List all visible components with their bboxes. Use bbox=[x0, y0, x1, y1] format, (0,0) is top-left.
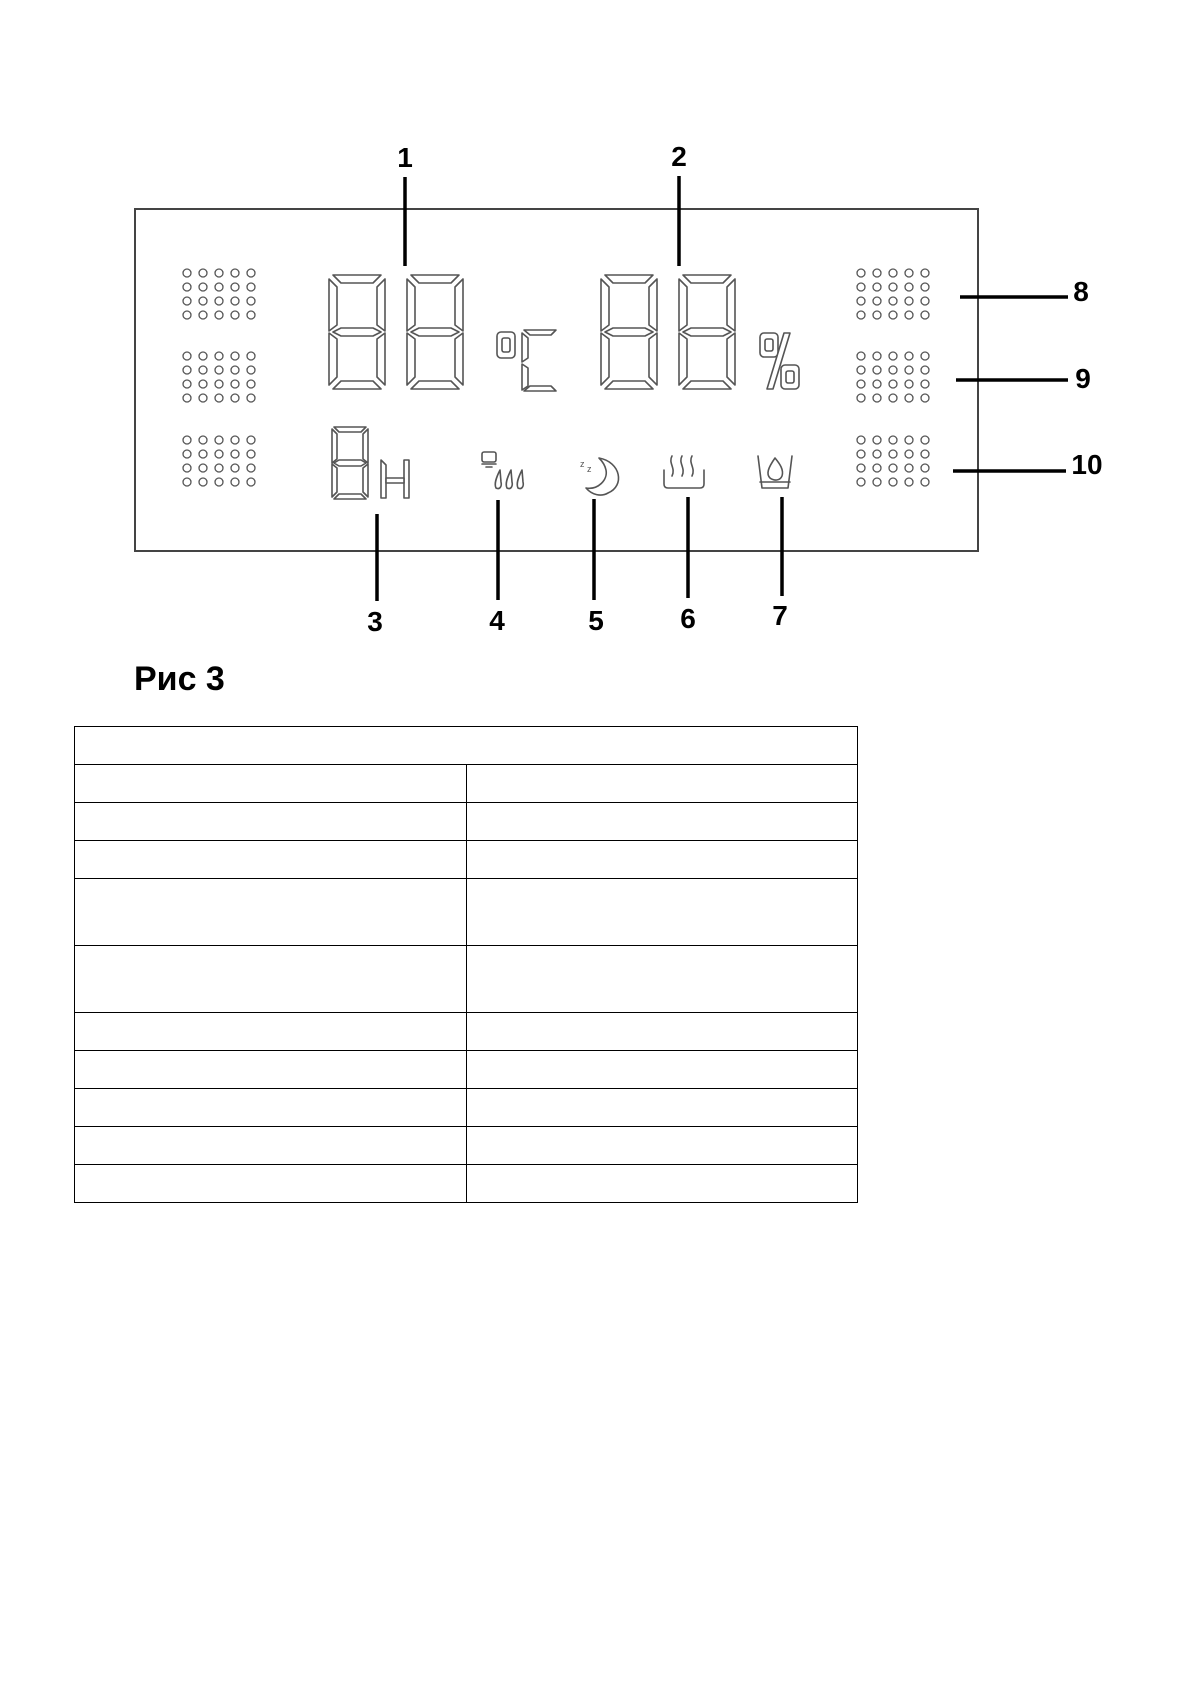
table-cell-description bbox=[466, 841, 858, 879]
table-cell-number bbox=[75, 1089, 467, 1127]
svg-text:z: z bbox=[587, 464, 592, 474]
table-header-row bbox=[75, 727, 858, 765]
table-cell-description bbox=[466, 1127, 858, 1165]
table-cell-number bbox=[75, 879, 467, 946]
table-header-cell bbox=[75, 727, 858, 765]
table-row bbox=[75, 803, 858, 841]
figure-caption: Рис 3 bbox=[134, 660, 225, 698]
table-cell-description bbox=[466, 879, 858, 946]
table-cell-number bbox=[75, 765, 467, 803]
callout-3: 3 bbox=[367, 606, 383, 637]
callout-5: 5 bbox=[588, 605, 604, 636]
table-cell-number bbox=[75, 1013, 467, 1051]
table-cell-description bbox=[466, 1013, 858, 1051]
table-row bbox=[75, 1013, 858, 1051]
table-cell-description bbox=[466, 1165, 858, 1203]
table-cell-number bbox=[75, 946, 467, 1013]
table-cell-number bbox=[75, 841, 467, 879]
table-cell-number bbox=[75, 803, 467, 841]
table-row bbox=[75, 841, 858, 879]
table-row bbox=[75, 946, 858, 1013]
legend-table bbox=[74, 726, 858, 1203]
display-frame bbox=[135, 209, 978, 551]
table-row bbox=[75, 1165, 858, 1203]
callout-8: 8 bbox=[1073, 276, 1089, 307]
callout-7: 7 bbox=[772, 600, 788, 631]
table-row bbox=[75, 1127, 858, 1165]
table-cell-description bbox=[466, 1089, 858, 1127]
table-cell-number bbox=[75, 1165, 467, 1203]
table-cell-description bbox=[466, 946, 858, 1013]
callout-4: 4 bbox=[489, 605, 505, 636]
callout-2: 2 bbox=[671, 141, 687, 172]
table-row bbox=[75, 1051, 858, 1089]
display-panel-figure bbox=[0, 0, 1191, 640]
table-row bbox=[75, 879, 858, 946]
svg-text:z: z bbox=[580, 459, 585, 469]
table-row bbox=[75, 765, 858, 803]
callout-10: 10 bbox=[1071, 449, 1103, 480]
table-cell-description bbox=[466, 765, 858, 803]
callout-6: 6 bbox=[680, 603, 696, 634]
table-cell-number bbox=[75, 1051, 467, 1089]
table-cell-description bbox=[466, 1051, 858, 1089]
table-row bbox=[75, 1089, 858, 1127]
table-cell-number bbox=[75, 1127, 467, 1165]
callout-9: 9 bbox=[1075, 363, 1091, 394]
table-cell-description bbox=[466, 803, 858, 841]
callout-1: 1 bbox=[397, 142, 413, 173]
